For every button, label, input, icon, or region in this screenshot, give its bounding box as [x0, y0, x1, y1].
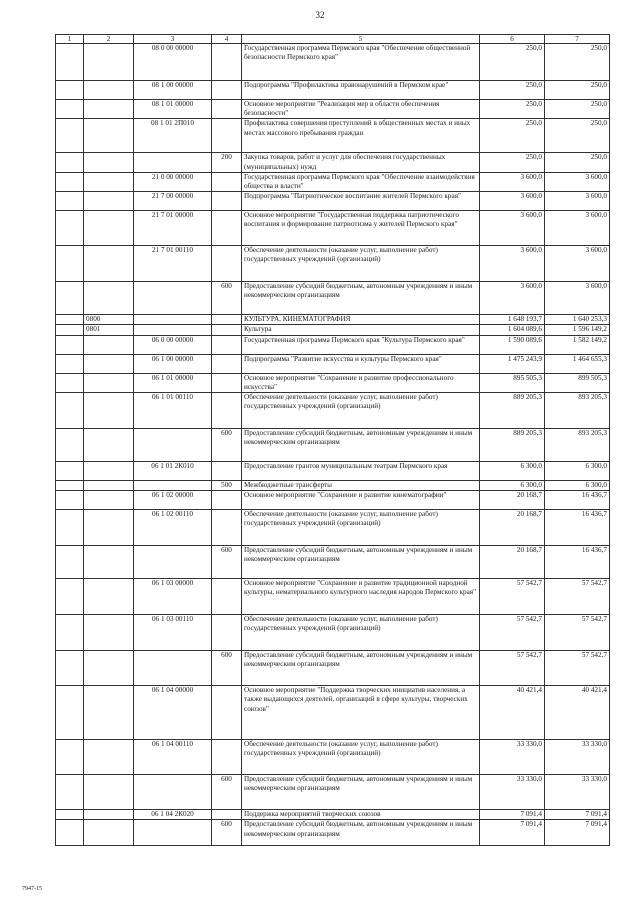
amount-7-cell: 16 436,7 — [545, 491, 610, 510]
amount-7-cell: 893 205,3 — [545, 393, 610, 429]
col1-cell — [56, 282, 84, 315]
item-name-cell: Предоставление субсидий бюджетным, автономным учреждениям и иным некоммерческим организациям — [242, 820, 480, 846]
col1-cell — [56, 192, 84, 211]
amount-6-cell: 250,0 — [480, 44, 545, 81]
header-row — [56, 35, 610, 44]
table-row — [56, 775, 610, 810]
table-row — [56, 119, 610, 153]
item-name-cell: Государственная программа Пермского края "Культура Пермского края" — [242, 335, 480, 354]
col1-cell — [56, 775, 84, 810]
col1-cell — [56, 491, 84, 510]
expense-type-cell — [212, 246, 242, 282]
section-code-cell — [84, 282, 134, 315]
expense-type-cell — [212, 510, 242, 546]
col1-cell — [56, 510, 84, 546]
amount-6-cell: 3 600,0 — [480, 192, 545, 211]
expense-type-cell — [212, 335, 242, 354]
item-name-cell: Профилактика совершения преступлений в общественных местах и иных местах массового пребывания граждан — [242, 119, 480, 153]
section-code-cell — [84, 192, 134, 211]
table-row — [56, 81, 610, 100]
amount-7-cell: 250,0 — [545, 153, 610, 172]
target-code-cell — [134, 153, 212, 172]
item-name-cell: Подпрограмма "Профилактика правонарушений в Пермском крае" — [242, 81, 480, 100]
target-code-cell — [134, 651, 212, 686]
item-name-cell: Подпрограмма "Патриотическое воспитание жителей Пермского края" — [242, 192, 480, 211]
section-code-cell: 0800 — [84, 315, 134, 325]
target-code-cell: 08 1 01 00000 — [134, 100, 212, 119]
target-code-cell — [134, 429, 212, 462]
amount-7-cell: 1 640 253,3 — [545, 315, 610, 325]
header-cell: 1 — [56, 35, 84, 44]
section-code-cell — [84, 775, 134, 810]
col1-cell — [56, 579, 84, 615]
amount-7-cell: 250,0 — [545, 100, 610, 119]
col1-cell — [56, 820, 84, 846]
col1-cell — [56, 546, 84, 579]
col1-cell — [56, 44, 84, 81]
table-row — [56, 153, 610, 172]
section-code-cell — [84, 491, 134, 510]
footer-code: 7947-15 — [22, 886, 42, 892]
target-code-cell — [134, 481, 212, 491]
target-code-cell: 06 0 00 00000 — [134, 335, 212, 354]
item-name-cell: Основное мероприятие "Государственная поддержка патриотического воспитания и формирование патриотизма у жителей Пермского края" — [242, 211, 480, 246]
item-name-cell: Межбюджетные трансферты — [242, 481, 480, 491]
target-code-cell: 06 1 04 2К020 — [134, 810, 212, 820]
col1-cell — [56, 100, 84, 119]
item-name-cell: КУЛЬТУРА, КИНЕМАТОГРАФИЯ — [242, 315, 480, 325]
section-code-cell — [84, 615, 134, 651]
header-cell: 2 — [84, 35, 134, 44]
amount-6-cell: 20 168,7 — [480, 546, 545, 579]
item-name-cell: Предоставление субсидий бюджетным, автономным учреждениям и иным некоммерческим организациям — [242, 651, 480, 686]
expense-type-cell — [212, 393, 242, 429]
table-row — [56, 481, 610, 491]
section-code-cell — [84, 810, 134, 820]
table-row — [56, 192, 610, 211]
target-code-cell: 06 1 00 00000 — [134, 354, 212, 373]
expense-type-cell — [212, 615, 242, 651]
table-row — [56, 491, 610, 510]
section-code-cell — [84, 651, 134, 686]
expense-type-cell — [212, 211, 242, 246]
col1-cell — [56, 119, 84, 153]
item-name-cell: Подпрограмма "Развитие искусства и культуры Пермского края" — [242, 354, 480, 373]
expense-type-cell — [212, 119, 242, 153]
expense-type-cell — [212, 81, 242, 100]
target-code-cell: 21 0 00 00000 — [134, 172, 212, 191]
amount-7-cell: 250,0 — [545, 44, 610, 81]
item-name-cell: Культура — [242, 325, 480, 335]
expense-type-cell: 200 — [212, 153, 242, 172]
amount-7-cell: 57 542,7 — [545, 615, 610, 651]
section-code-cell — [84, 546, 134, 579]
expense-type-cell: 600 — [212, 775, 242, 810]
target-code-cell: 06 1 03 00000 — [134, 579, 212, 615]
target-code-cell: 08 1 01 2П010 — [134, 119, 212, 153]
section-code-cell — [84, 373, 134, 392]
section-code-cell — [84, 481, 134, 491]
amount-7-cell: 1 464 655,3 — [545, 354, 610, 373]
target-code-cell: 06 1 04 00110 — [134, 740, 212, 775]
amount-7-cell: 3 600,0 — [545, 211, 610, 246]
amount-7-cell: 1 582 149,2 — [545, 335, 610, 354]
amount-6-cell: 1 604 089,6 — [480, 325, 545, 335]
amount-7-cell: 16 436,7 — [545, 546, 610, 579]
table-row — [56, 44, 610, 81]
amount-6-cell: 250,0 — [480, 119, 545, 153]
amount-7-cell: 16 436,7 — [545, 510, 610, 546]
section-code-cell — [84, 246, 134, 282]
section-code-cell — [84, 740, 134, 775]
expense-type-cell — [212, 354, 242, 373]
item-name-cell: Основное мероприятие "Реализация мер в области обеспечения безопасности" — [242, 100, 480, 119]
target-code-cell: 21 7 00 00000 — [134, 192, 212, 211]
section-code-cell — [84, 462, 134, 481]
target-code-cell — [134, 282, 212, 315]
col1-cell — [56, 651, 84, 686]
expense-type-cell — [212, 172, 242, 191]
amount-6-cell: 1 648 193,7 — [480, 315, 545, 325]
col1-cell — [56, 354, 84, 373]
amount-6-cell: 250,0 — [480, 100, 545, 119]
section-code-cell — [84, 172, 134, 191]
amount-7-cell: 250,0 — [545, 119, 610, 153]
item-name-cell: Предоставление субсидий бюджетным, автономным учреждениям и иным некоммерческим организациям — [242, 775, 480, 810]
col1-cell — [56, 429, 84, 462]
header-cell: 4 — [212, 35, 242, 44]
item-name-cell: Предоставление грантов муниципальным театрам Пермского края — [242, 462, 480, 481]
table-row — [56, 335, 610, 354]
target-code-cell: 06 1 04 00000 — [134, 686, 212, 740]
table-row — [56, 325, 610, 335]
expense-type-cell — [212, 579, 242, 615]
amount-7-cell: 6 300,0 — [545, 462, 610, 481]
amount-6-cell: 1 475 243,9 — [480, 354, 545, 373]
amount-6-cell: 40 421,4 — [480, 686, 545, 740]
amount-7-cell: 6 300,0 — [545, 481, 610, 491]
expense-type-cell: 600 — [212, 651, 242, 686]
item-name-cell: Обеспечение деятельности (оказание услуг, выполнение работ) государственных учреждений (организаций) — [242, 615, 480, 651]
target-code-cell: 21 7 01 00110 — [134, 246, 212, 282]
section-code-cell — [84, 579, 134, 615]
section-code-cell — [84, 686, 134, 740]
table-row — [56, 686, 610, 740]
col1-cell — [56, 740, 84, 775]
table-row — [56, 354, 610, 373]
amount-6-cell: 33 330,0 — [480, 740, 545, 775]
col1-cell — [56, 81, 84, 100]
item-name-cell: Государственная программа Пермского края "Обеспечение общественной безопасности Пермского края" — [242, 44, 480, 81]
section-code-cell: 0801 — [84, 325, 134, 335]
col1-cell — [56, 393, 84, 429]
expense-type-cell — [212, 325, 242, 335]
col1-cell — [56, 153, 84, 172]
item-name-cell: Предоставление субсидий бюджетным, автономным учреждениям и иным некоммерческим организациям — [242, 282, 480, 315]
amount-7-cell: 57 542,7 — [545, 579, 610, 615]
expense-type-cell — [212, 810, 242, 820]
amount-7-cell: 3 600,0 — [545, 282, 610, 315]
col1-cell — [56, 462, 84, 481]
expense-type-cell — [212, 373, 242, 392]
amount-6-cell: 250,0 — [480, 81, 545, 100]
amount-6-cell: 57 542,7 — [480, 651, 545, 686]
target-code-cell: 06 1 01 00110 — [134, 393, 212, 429]
expense-type-cell — [212, 44, 242, 81]
col1-cell — [56, 686, 84, 740]
header-cell: 3 — [134, 35, 212, 44]
target-code-cell — [134, 820, 212, 846]
expense-type-cell — [212, 192, 242, 211]
header-cell: 7 — [545, 35, 610, 44]
table-body — [56, 35, 610, 846]
section-code-cell — [84, 44, 134, 81]
section-code-cell — [84, 510, 134, 546]
col1-cell — [56, 172, 84, 191]
expense-type-cell — [212, 100, 242, 119]
target-code-cell: 21 7 01 00000 — [134, 211, 212, 246]
section-code-cell — [84, 211, 134, 246]
expense-type-cell: 600 — [212, 429, 242, 462]
item-name-cell: Предоставление субсидий бюджетным, автономным учреждениям и иным некоммерческим организациям — [242, 429, 480, 462]
amount-6-cell: 6 300,0 — [480, 462, 545, 481]
amount-7-cell: 899 505,3 — [545, 373, 610, 392]
col1-cell — [56, 810, 84, 820]
target-code-cell: 06 1 01 2К010 — [134, 462, 212, 481]
table-row — [56, 579, 610, 615]
col1-cell — [56, 211, 84, 246]
item-name-cell: Обеспечение деятельности (оказание услуг, выполнение работ) государственных учреждений (организаций) — [242, 246, 480, 282]
expense-type-cell — [212, 462, 242, 481]
amount-6-cell: 250,0 — [480, 153, 545, 172]
table-row — [56, 740, 610, 775]
page-number: 32 — [315, 10, 325, 20]
col1-cell — [56, 246, 84, 282]
amount-6-cell: 7 091,4 — [480, 810, 545, 820]
item-name-cell: Обеспечение деятельности (оказание услуг, выполнение работ) государственных учреждений (организаций) — [242, 393, 480, 429]
amount-7-cell: 1 596 149,2 — [545, 325, 610, 335]
amount-7-cell: 893 205,3 — [545, 429, 610, 462]
amount-7-cell: 7 091,4 — [545, 810, 610, 820]
table-row — [56, 462, 610, 481]
item-name-cell: Основное мероприятие "Сохранение и развитие традиционной народной культуры, нематериального культурного наследия народов Пермского края" — [242, 579, 480, 615]
amount-6-cell: 3 600,0 — [480, 246, 545, 282]
section-code-cell — [84, 119, 134, 153]
item-name-cell: Закупка товаров, работ и услуг для обеспечения государственных (муниципальных) нужд — [242, 153, 480, 172]
amount-6-cell: 20 168,7 — [480, 491, 545, 510]
amount-6-cell: 33 330,0 — [480, 775, 545, 810]
amount-6-cell: 889 205,3 — [480, 429, 545, 462]
amount-7-cell: 57 542,7 — [545, 651, 610, 686]
table-row — [56, 315, 610, 325]
amount-6-cell: 57 542,7 — [480, 615, 545, 651]
table-row — [56, 651, 610, 686]
table-row — [56, 510, 610, 546]
item-name-cell: Поддержка мероприятий творческих союзов — [242, 810, 480, 820]
table-row — [56, 172, 610, 191]
section-code-cell — [84, 429, 134, 462]
amount-6-cell: 1 590 089,6 — [480, 335, 545, 354]
expense-type-cell: 600 — [212, 546, 242, 579]
expense-type-cell — [212, 315, 242, 325]
item-name-cell: Основное мероприятие "Поддержка творческих инициатив населения, а также выдающихся деятелей, организаций в сфере культуры, творческих союзов" — [242, 686, 480, 740]
section-code-cell — [84, 335, 134, 354]
table-row — [56, 393, 610, 429]
table-row — [56, 100, 610, 119]
item-name-cell: Государственная программа Пермского края "Обеспечение взаимодействия общества и власти" — [242, 172, 480, 191]
amount-6-cell: 895 505,3 — [480, 373, 545, 392]
col1-cell — [56, 373, 84, 392]
expense-type-cell: 500 — [212, 481, 242, 491]
expense-type-cell — [212, 740, 242, 775]
table-row — [56, 615, 610, 651]
amount-7-cell: 3 600,0 — [545, 192, 610, 211]
amount-7-cell: 40 421,4 — [545, 686, 610, 740]
amount-7-cell: 3 600,0 — [545, 246, 610, 282]
table-row — [56, 282, 610, 315]
col1-cell — [56, 481, 84, 491]
amount-7-cell: 3 600,0 — [545, 172, 610, 191]
header-cell: 5 — [242, 35, 480, 44]
item-name-cell: Обеспечение деятельности (оказание услуг, выполнение работ) государственных учреждений (организаций) — [242, 740, 480, 775]
target-code-cell — [134, 775, 212, 810]
expense-type-cell: 600 — [212, 282, 242, 315]
item-name-cell: Предоставление субсидий бюджетным, автономным учреждениям и иным некоммерческим организациям — [242, 546, 480, 579]
amount-6-cell: 3 600,0 — [480, 282, 545, 315]
amount-6-cell: 20 168,7 — [480, 510, 545, 546]
table-row — [56, 546, 610, 579]
target-code-cell — [134, 546, 212, 579]
target-code-cell: 06 1 02 00110 — [134, 510, 212, 546]
section-code-cell — [84, 820, 134, 846]
target-code-cell: 06 1 01 00000 — [134, 373, 212, 392]
section-code-cell — [84, 354, 134, 373]
amount-6-cell: 7 091,4 — [480, 820, 545, 846]
section-code-cell — [84, 393, 134, 429]
section-code-cell — [84, 81, 134, 100]
table-row — [56, 429, 610, 462]
amount-6-cell: 3 600,0 — [480, 172, 545, 191]
expense-type-cell — [212, 686, 242, 740]
item-name-cell: Основное мероприятие "Сохранение и развитие профессионального искусства" — [242, 373, 480, 392]
target-code-cell: 06 1 02 00000 — [134, 491, 212, 510]
col1-cell — [56, 315, 84, 325]
target-code-cell — [134, 325, 212, 335]
col1-cell — [56, 615, 84, 651]
col1-cell — [56, 335, 84, 354]
target-code-cell: 08 1 00 00000 — [134, 81, 212, 100]
section-code-cell — [84, 153, 134, 172]
table-row — [56, 810, 610, 820]
expense-type-cell — [212, 491, 242, 510]
target-code-cell — [134, 315, 212, 325]
amount-7-cell: 250,0 — [545, 81, 610, 100]
amount-7-cell: 7 091,4 — [545, 820, 610, 846]
amount-6-cell: 6 300,0 — [480, 481, 545, 491]
target-code-cell: 06 1 03 00110 — [134, 615, 212, 651]
col1-cell — [56, 325, 84, 335]
table-row — [56, 820, 610, 846]
amount-6-cell: 57 542,7 — [480, 579, 545, 615]
expense-type-cell: 600 — [212, 820, 242, 846]
item-name-cell: Обеспечение деятельности (оказание услуг, выполнение работ) государственных учреждений (организаций) — [242, 510, 480, 546]
header-cell: 6 — [480, 35, 545, 44]
section-code-cell — [84, 100, 134, 119]
amount-6-cell: 889 205,3 — [480, 393, 545, 429]
table-row — [56, 246, 610, 282]
amount-7-cell: 33 330,0 — [545, 775, 610, 810]
amount-6-cell: 3 600,0 — [480, 211, 545, 246]
budget-table — [55, 34, 610, 846]
amount-7-cell: 33 330,0 — [545, 740, 610, 775]
target-code-cell: 08 0 00 00000 — [134, 44, 212, 81]
table-row — [56, 373, 610, 392]
item-name-cell: Основное мероприятие "Сохранение и развитие кинематографии" — [242, 491, 480, 510]
table-row — [56, 211, 610, 246]
